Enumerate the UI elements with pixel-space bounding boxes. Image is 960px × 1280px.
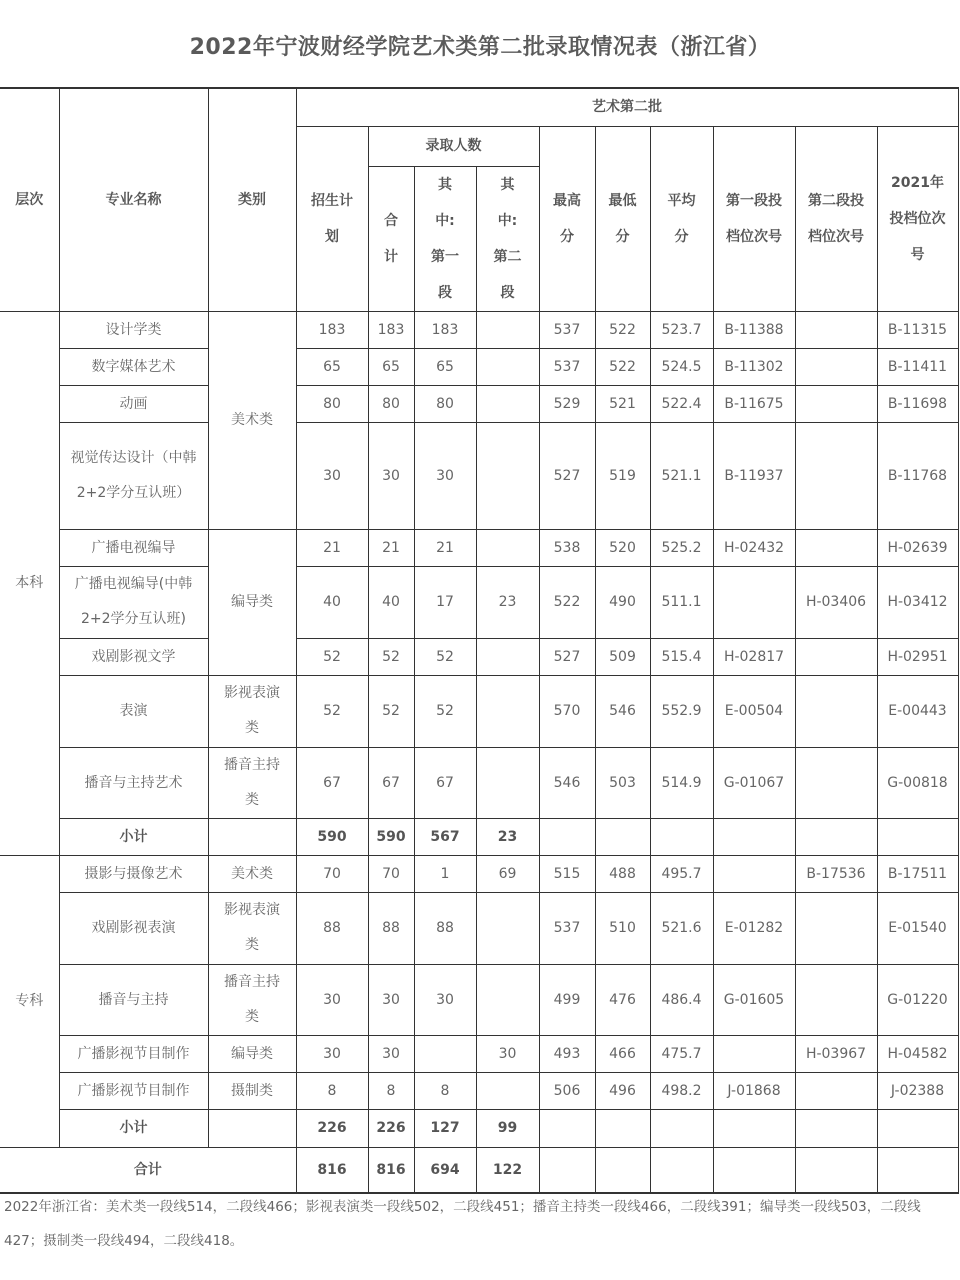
seg1-cell: 30: [414, 964, 476, 1035]
seg2-cell: 69: [476, 855, 539, 892]
rank1-cell: B-11388: [713, 311, 795, 348]
header-category: 类别: [208, 88, 296, 311]
seg2-cell: 30: [476, 1035, 539, 1072]
total-cell: 52: [368, 675, 414, 747]
table-row: [0, 385, 958, 422]
category-cell: 影视表演类: [208, 675, 296, 747]
avg-cell: 486.4: [650, 964, 713, 1035]
total-cell: 67: [368, 747, 414, 818]
table-row: [0, 566, 958, 638]
major-cell: 动画: [59, 385, 208, 422]
seg2-cell: [476, 422, 539, 529]
max-cell: 527: [539, 422, 595, 529]
total-cell: 70: [368, 855, 414, 892]
total-cell: 30: [368, 1035, 414, 1072]
table-row: [0, 1072, 958, 1109]
max-cell: 537: [539, 892, 595, 964]
header-min: 最低分: [595, 126, 650, 311]
seg2-cell: [476, 385, 539, 422]
min-cell: 509: [595, 638, 650, 675]
header-max: 最高分: [539, 126, 595, 311]
seg2-cell: 23: [476, 566, 539, 638]
rank1-cell: B-11937: [713, 422, 795, 529]
rank1-cell: [713, 566, 795, 638]
total-cell: 30: [368, 422, 414, 529]
avg-cell: 523.7: [650, 311, 713, 348]
seg2-cell: [476, 964, 539, 1035]
level-cell: 本科: [0, 311, 59, 855]
avg-cell: 498.2: [650, 1072, 713, 1109]
major-cell: 戏剧影视文学: [59, 638, 208, 675]
rank2-cell: [795, 747, 877, 818]
header-admitted-total: 合计: [368, 166, 414, 311]
max-cell: 546: [539, 747, 595, 818]
header-rank-2021: 2021年投档位次号: [877, 126, 958, 311]
major-cell: 设计学类: [59, 311, 208, 348]
seg1-cell: 183: [414, 311, 476, 348]
plan-cell: 30: [296, 964, 368, 1035]
major-cell: 广播电视编导: [59, 529, 208, 566]
header-admitted-seg2: 其中:第二段: [476, 166, 539, 311]
major-cell: 数字媒体艺术: [59, 348, 208, 385]
seg1-cell: 1: [414, 855, 476, 892]
min-cell: 522: [595, 348, 650, 385]
header-batch: 艺术第二批: [296, 88, 958, 126]
page-title: 2022年宁波财经学院艺术类第二批录取情况表（浙江省）: [189, 35, 771, 60]
subtotal-label: 小计: [59, 818, 208, 855]
subtotal-seg1: 127: [414, 1109, 476, 1147]
rank2-cell: [795, 675, 877, 747]
table-row: [0, 675, 958, 747]
rank2021-cell: H-04582: [877, 1035, 958, 1072]
footnote: 2022年浙江省：美术类一段线514，二段线466；影视表演类一段线502，二段线451；播音主持类一段线466，二段线391；编导类一段线503，二段线427；摄制类一段线494，二段线418。: [4, 1199, 921, 1249]
total-cell: 88: [368, 892, 414, 964]
category-cell: 摄制类: [208, 1072, 296, 1109]
seg2-cell: [476, 675, 539, 747]
plan-cell: 67: [296, 747, 368, 818]
subtotal-label: 小计: [59, 1109, 208, 1147]
header-rank-seg2: 第二段投档位次号: [795, 126, 877, 311]
seg1-cell: 88: [414, 892, 476, 964]
plan-cell: 30: [296, 1035, 368, 1072]
seg2-cell: [476, 311, 539, 348]
grand-total-seg1: 694: [414, 1147, 476, 1193]
total-cell: 65: [368, 348, 414, 385]
major-cell: 广播影视节目制作: [59, 1035, 208, 1072]
table-row: [0, 638, 958, 675]
category-cell: 播音主持类: [208, 747, 296, 818]
plan-cell: 21: [296, 529, 368, 566]
subtotal-category: [208, 818, 296, 855]
table-row: [0, 422, 958, 529]
min-cell: 510: [595, 892, 650, 964]
max-cell: 537: [539, 348, 595, 385]
total-cell: 21: [368, 529, 414, 566]
table-row: [0, 529, 958, 566]
table-row: [0, 964, 958, 1035]
rank2-cell: [795, 638, 877, 675]
rank2021-cell: G-01220: [877, 964, 958, 1035]
rank2-cell: [795, 385, 877, 422]
rank2021-cell: G-00818: [877, 747, 958, 818]
plan-cell: 30: [296, 422, 368, 529]
header-admitted: 录取人数: [368, 126, 539, 166]
min-cell: 520: [595, 529, 650, 566]
seg2-cell: [476, 348, 539, 385]
avg-cell: 521.1: [650, 422, 713, 529]
header-rank-seg1: 第一段投档位次号: [713, 126, 795, 311]
rank1-cell: G-01605: [713, 964, 795, 1035]
subtotal-row: [0, 818, 958, 855]
grand-total-seg2: 122: [476, 1147, 539, 1193]
plan-cell: 65: [296, 348, 368, 385]
seg2-cell: [476, 892, 539, 964]
seg1-cell: [414, 1035, 476, 1072]
major-cell: 播音与主持艺术: [59, 747, 208, 818]
table-row: [0, 348, 958, 385]
max-cell: 529: [539, 385, 595, 422]
plan-cell: 40: [296, 566, 368, 638]
rank2021-cell: H-02951: [877, 638, 958, 675]
level-cell: 专科: [0, 855, 59, 1147]
plan-cell: 8: [296, 1072, 368, 1109]
subtotal-total: 590: [368, 818, 414, 855]
category-cell: 影视表演类: [208, 892, 296, 964]
avg-cell: 552.9: [650, 675, 713, 747]
seg2-cell: [476, 529, 539, 566]
rank2021-cell: B-11768: [877, 422, 958, 529]
rank2021-cell: E-00443: [877, 675, 958, 747]
seg2-cell: [476, 747, 539, 818]
table-row: [0, 855, 958, 892]
avg-cell: 514.9: [650, 747, 713, 818]
seg1-cell: 8: [414, 1072, 476, 1109]
total-cell: 8: [368, 1072, 414, 1109]
total-cell: 52: [368, 638, 414, 675]
seg1-cell: 52: [414, 675, 476, 747]
rank1-cell: [713, 855, 795, 892]
max-cell: 522: [539, 566, 595, 638]
seg1-cell: 67: [414, 747, 476, 818]
min-cell: 521: [595, 385, 650, 422]
major-cell: 广播电视编导(中韩2+2学分互认班): [59, 566, 208, 638]
grand-total-row: [0, 1147, 958, 1193]
max-cell: 493: [539, 1035, 595, 1072]
rank2021-cell: B-17511: [877, 855, 958, 892]
min-cell: 476: [595, 964, 650, 1035]
table-row: [0, 311, 958, 348]
plan-cell: 52: [296, 638, 368, 675]
rank2-cell: H-03406: [795, 566, 877, 638]
total-cell: 40: [368, 566, 414, 638]
plan-cell: 70: [296, 855, 368, 892]
header-admitted-seg1: 其中:第一段: [414, 166, 476, 311]
rank1-cell: [713, 1035, 795, 1072]
major-cell: 摄影与摄像艺术: [59, 855, 208, 892]
major-cell: 表演: [59, 675, 208, 747]
seg1-cell: 30: [414, 422, 476, 529]
subtotal-plan: 590: [296, 818, 368, 855]
max-cell: 527: [539, 638, 595, 675]
avg-cell: 522.4: [650, 385, 713, 422]
seg1-cell: 52: [414, 638, 476, 675]
subtotal-seg2: 99: [476, 1109, 539, 1147]
plan-cell: 52: [296, 675, 368, 747]
subtotal-category: [208, 1109, 296, 1147]
header-avg: 平均分: [650, 126, 713, 311]
min-cell: 490: [595, 566, 650, 638]
total-cell: 80: [368, 385, 414, 422]
rank1-cell: J-01868: [713, 1072, 795, 1109]
rank2021-cell: J-02388: [877, 1072, 958, 1109]
seg2-cell: [476, 638, 539, 675]
seg1-cell: 80: [414, 385, 476, 422]
major-cell: 播音与主持: [59, 964, 208, 1035]
rank1-cell: G-01067: [713, 747, 795, 818]
rank2-cell: [795, 1072, 877, 1109]
min-cell: 519: [595, 422, 650, 529]
min-cell: 522: [595, 311, 650, 348]
rank2-cell: [795, 529, 877, 566]
plan-cell: 183: [296, 311, 368, 348]
rank2021-cell: B-11315: [877, 311, 958, 348]
seg1-cell: 21: [414, 529, 476, 566]
min-cell: 546: [595, 675, 650, 747]
grand-total-plan: 816: [296, 1147, 368, 1193]
total-cell: 183: [368, 311, 414, 348]
rank2021-cell: H-03412: [877, 566, 958, 638]
header-level: 层次: [0, 88, 59, 311]
avg-cell: 511.1: [650, 566, 713, 638]
max-cell: 570: [539, 675, 595, 747]
rank1-cell: B-11302: [713, 348, 795, 385]
rank2-cell: [795, 964, 877, 1035]
category-cell: 美术类: [208, 311, 296, 529]
max-cell: 515: [539, 855, 595, 892]
avg-cell: 495.7: [650, 855, 713, 892]
rank2-cell: [795, 348, 877, 385]
seg2-cell: [476, 1072, 539, 1109]
table-row: [0, 1035, 958, 1072]
avg-cell: 524.5: [650, 348, 713, 385]
grand-total-total: 816: [368, 1147, 414, 1193]
subtotal-seg2: 23: [476, 818, 539, 855]
avg-cell: 521.6: [650, 892, 713, 964]
avg-cell: 525.2: [650, 529, 713, 566]
header-major: 专业名称: [59, 88, 208, 311]
rank2-cell: B-17536: [795, 855, 877, 892]
category-cell: 播音主持类: [208, 964, 296, 1035]
subtotal-plan: 226: [296, 1109, 368, 1147]
seg1-cell: 65: [414, 348, 476, 385]
table-row: [0, 892, 958, 964]
major-cell: 视觉传达设计（中韩2+2学分互认班）: [59, 422, 208, 529]
rank1-cell: H-02817: [713, 638, 795, 675]
rank2021-cell: B-11411: [877, 348, 958, 385]
rank2-cell: [795, 311, 877, 348]
rank1-cell: B-11675: [713, 385, 795, 422]
rank1-cell: E-00504: [713, 675, 795, 747]
seg1-cell: 17: [414, 566, 476, 638]
max-cell: 506: [539, 1072, 595, 1109]
major-cell: 广播影视节目制作: [59, 1072, 208, 1109]
plan-cell: 80: [296, 385, 368, 422]
max-cell: 499: [539, 964, 595, 1035]
avg-cell: 515.4: [650, 638, 713, 675]
rank2-cell: H-03967: [795, 1035, 877, 1072]
avg-cell: 475.7: [650, 1035, 713, 1072]
rank1-cell: H-02432: [713, 529, 795, 566]
header-plan: 招生计划: [296, 126, 368, 311]
subtotal-row: [0, 1109, 958, 1147]
min-cell: 488: [595, 855, 650, 892]
category-cell: 美术类: [208, 855, 296, 892]
admission-table: [0, 87, 959, 1194]
subtotal-total: 226: [368, 1109, 414, 1147]
rank2021-cell: B-11698: [877, 385, 958, 422]
category-cell: 编导类: [208, 529, 296, 675]
max-cell: 538: [539, 529, 595, 566]
rank2-cell: [795, 422, 877, 529]
rank2-cell: [795, 892, 877, 964]
plan-cell: 88: [296, 892, 368, 964]
total-cell: 30: [368, 964, 414, 1035]
min-cell: 503: [595, 747, 650, 818]
major-cell: 戏剧影视表演: [59, 892, 208, 964]
rank2021-cell: E-01540: [877, 892, 958, 964]
rank2021-cell: H-02639: [877, 529, 958, 566]
subtotal-seg1: 567: [414, 818, 476, 855]
min-cell: 466: [595, 1035, 650, 1072]
category-cell: 编导类: [208, 1035, 296, 1072]
grand-total-label: 合计: [0, 1147, 296, 1193]
min-cell: 496: [595, 1072, 650, 1109]
rank1-cell: E-01282: [713, 892, 795, 964]
max-cell: 537: [539, 311, 595, 348]
table-row: [0, 747, 958, 818]
